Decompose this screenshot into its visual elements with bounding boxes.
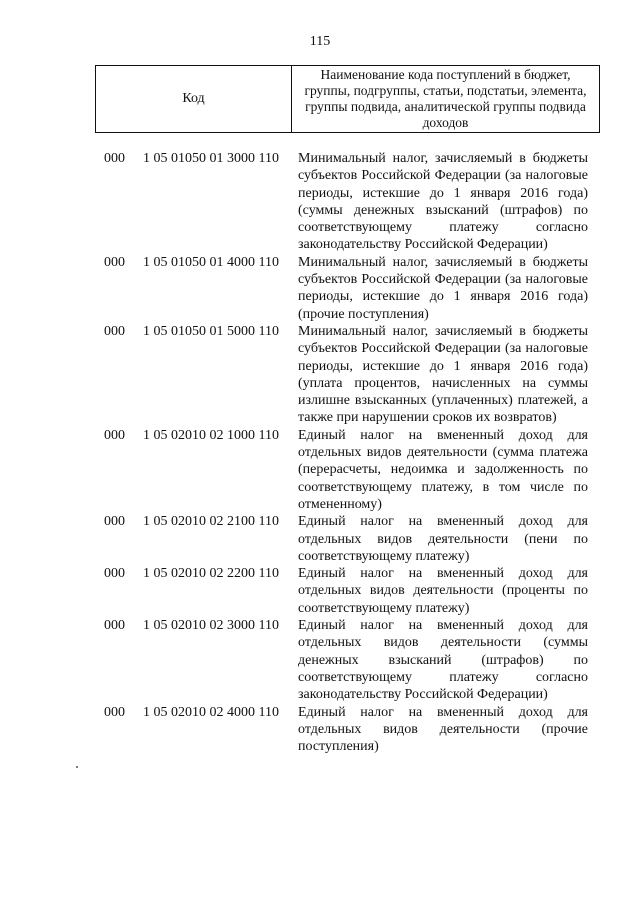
row-description: Единый налог на вмененный доход для отдельных видов деятельности (прочие поступления) (298, 704, 588, 755)
table-row (0, 254, 640, 323)
row-admin-code: 000 (104, 618, 125, 634)
row-income-code: 1 05 02010 02 4000 110 (143, 704, 279, 720)
row-admin-code: 000 (104, 566, 125, 582)
row-description: Единый налог на вмененный доход для отдельных видов деятельности (суммы денежных взысканий (штрафов) по соответствующему платежу согласно законодательству Российской Федерации) (298, 618, 588, 703)
table-body (0, 150, 640, 755)
table-row (0, 150, 640, 254)
table-row (0, 704, 640, 756)
row-admin-code: 000 (104, 427, 125, 443)
table-row (0, 323, 640, 427)
header-name-label: Наименование кода поступлений в бюджет, группы, подгруппы, статьи, подстатьи, элемента, группы подвида, аналитической группы подвида доходов (304, 67, 587, 130)
row-admin-code: 000 (104, 323, 125, 339)
margin-speck (76, 766, 78, 768)
row-income-code: 1 05 02010 02 2200 110 (143, 566, 279, 582)
row-description: Единый налог на вмененный доход для отдельных видов деятельности (сумма платежа (перерасчеты, недоимка и задолженность по соответствующему платежу, в том числе по отмененному) (298, 427, 588, 512)
row-admin-code: 000 (104, 704, 125, 720)
row-income-code: 1 05 02010 02 3000 110 (143, 618, 279, 634)
row-income-code: 1 05 01050 01 5000 110 (143, 323, 279, 339)
table-header (95, 65, 600, 133)
row-income-code: 1 05 01050 01 3000 110 (143, 151, 279, 166)
table-row (0, 617, 640, 703)
table-row (0, 565, 640, 617)
table-row (0, 513, 640, 565)
row-description: Минимальный налог, зачисляемый в бюджеты субъектов Российской Федерации (за налоговые периоды, истекшие до 1 января 2016 года) (суммы денежных взысканий (штрафов) по соответствующему платежу согласно законодательству Российской Федерации) (298, 151, 588, 253)
table-row (0, 427, 640, 513)
row-description: Единый налог на вмененный доход для отдельных видов деятельности (проценты по соответствующему платежу) (298, 566, 588, 616)
row-admin-code: 000 (104, 151, 125, 166)
row-description: Минимальный налог, зачисляемый в бюджеты субъектов Российской Федерации (за налоговые периоды, истекшие до 1 января 2016 года) (уплата процентов, начисленных на суммы излишне взысканных (уплаченных) платежей, а также при нарушении сроков их возвратов) (298, 323, 588, 426)
header-code-label: Код (96, 66, 292, 132)
row-description: Единый налог на вмененный доход для отдельных видов деятельности (пени по соответствующему платежу) (298, 514, 588, 564)
row-income-code: 1 05 02010 02 2100 110 (143, 514, 279, 530)
row-admin-code: 000 (104, 254, 125, 270)
row-admin-code: 000 (104, 514, 125, 530)
row-income-code: 1 05 01050 01 4000 110 (143, 254, 279, 270)
row-description: Минимальный налог, зачисляемый в бюджеты субъектов Российской Федерации (за налоговые периоды, истекшие до 1 января 2016 года) (прочие поступления) (298, 254, 588, 322)
row-income-code: 1 05 02010 02 1000 110 (143, 427, 279, 443)
page-number: 115 (309, 34, 331, 49)
